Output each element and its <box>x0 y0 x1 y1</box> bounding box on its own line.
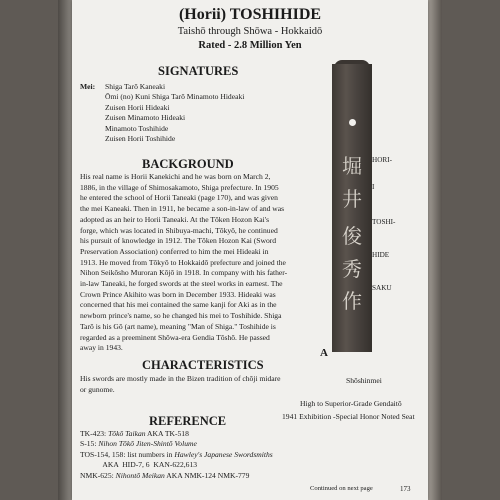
signature-char: 井 <box>342 187 362 211</box>
characteristics-text <box>80 374 281 395</box>
rating: Rated - 2.8 Million Yen <box>198 40 302 51</box>
background-line: in-law Taneaki, he forged swords at the steel works in earnest. The <box>80 279 283 289</box>
signature-item: Minamoto Toshihide <box>105 123 169 133</box>
reference-list <box>80 429 273 481</box>
signature-char: 俊 <box>342 224 362 248</box>
background-line: 1913. He moved from Tōkyō to Hokkaidō prefecture and joined the <box>80 257 286 267</box>
side-label: HIDE <box>372 251 390 259</box>
exhibition-text: 1941 Exhibition -Special Honor Noted Seat <box>282 412 415 421</box>
mekugi-hole <box>349 119 356 126</box>
reference-line: TK-423: Tōkō Taikan AKA TK-518 <box>80 429 189 438</box>
reference-line: NMK-625: Nihontō Meikan AKA NMK-124 NMK-779 <box>80 470 250 480</box>
book-page <box>72 0 428 500</box>
background-line: the mei Kaneaki. Then in 1911, he became a son-in-law of and was <box>80 204 285 214</box>
side-label: SAKU <box>372 284 392 292</box>
signature-char: 作 <box>342 289 362 313</box>
background-heading: BACKGROUND <box>142 157 234 171</box>
continued-note: Continued on next page <box>310 485 373 492</box>
background-line: regarded as a preeminent Shōwa-era Gendia Tōshō. He passed <box>80 332 270 342</box>
grade-text: High to Superior-Grade Gendaitō <box>300 399 402 408</box>
background-paragraph <box>80 172 316 354</box>
signatures-heading: SIGNATURES <box>158 64 239 78</box>
page-number: 173 <box>400 485 411 493</box>
background-line: newborn prince's name, so he changed his mei to Toshihide. Shiga <box>80 311 282 321</box>
reference-line: TOS-154, 158: list numbers in Hawley's Japanese Swordsmiths <box>80 449 273 459</box>
characteristics-line: or gunome. <box>80 384 115 394</box>
reference-heading: REFERENCE <box>149 414 227 428</box>
signature-list <box>105 82 244 144</box>
characteristics-line: His swords are mostly made in the Bizen tradition of chōji midare <box>80 374 281 383</box>
signature-char: 堀 <box>342 154 362 178</box>
background-line: concerned that his mei contained the same kanji for Aki as in the <box>80 300 277 310</box>
figure-caption: Shōshinmei <box>346 376 382 385</box>
side-label: HORI- <box>372 156 392 164</box>
side-label: TOSHI- <box>372 218 396 226</box>
reference-line: S-15: Nihon Tōkō Jiten-Shintō Volume <box>80 439 197 449</box>
reference-line: AKA HID-7, 6 KAN-622,613 <box>80 460 198 470</box>
page-edge-left <box>58 0 72 500</box>
signature-item: Shiga Tarō Kaneaki <box>105 82 166 91</box>
side-label: I <box>372 183 375 191</box>
page-title: (Horii) TOSHIHIDE <box>178 6 322 23</box>
signature-item: Zuisen Minamoto Hideaki <box>105 113 186 123</box>
signature-char: 秀 <box>342 257 362 281</box>
background-line: he entered the school of Horii Taneaki (page 170), and was given <box>80 193 278 203</box>
characteristics-heading: CHARACTERISTICS <box>142 358 264 372</box>
background-line: Nihon Seikōsho Muroran Kōjō in 1918. In company with his father- <box>80 268 288 278</box>
mei-label: Mei: <box>80 82 96 91</box>
signature-item: Ōmi (no) Kuni Shiga Tarō Minamoto Hideaki <box>105 92 245 102</box>
signature-item: Zuisen Horii Hideaki <box>105 102 170 112</box>
page-edge-right <box>428 0 442 500</box>
background-line: 1886, in the village of Shimosakamoto, Shiga prefecture. In 1905 <box>80 182 279 192</box>
background-line: his pursuit of knowledge in 1912. The Tōken Hozon Kai (Sword <box>80 236 277 246</box>
background-line: His real name is Horii Kanekichi and he was born on March 2, <box>80 172 271 181</box>
background-line: forge, which was located in Shibuya-machi, Tōkyō, he continued <box>80 225 278 235</box>
background-line: Tarō is his Gō (art name), meaning "Man of Shiga." Toshihide is <box>80 321 276 331</box>
signature-item: Zuisen Horii Toshihide <box>105 134 176 144</box>
background-line: away in 1943. <box>80 343 123 353</box>
figure-letter: A <box>320 347 328 359</box>
background-line: adopted as an heir to Horii Taneaki. At the Tōken Hozon Kai's <box>80 214 270 224</box>
period-subtitle: Taishō through Shōwa - Hokkaidō <box>177 26 323 37</box>
background-line: Preservation Association) conferred to him the mei Hideaki in <box>80 246 269 256</box>
background-line: Crown Prince Akihito was born in December 1933. Hideaki was <box>80 289 276 299</box>
